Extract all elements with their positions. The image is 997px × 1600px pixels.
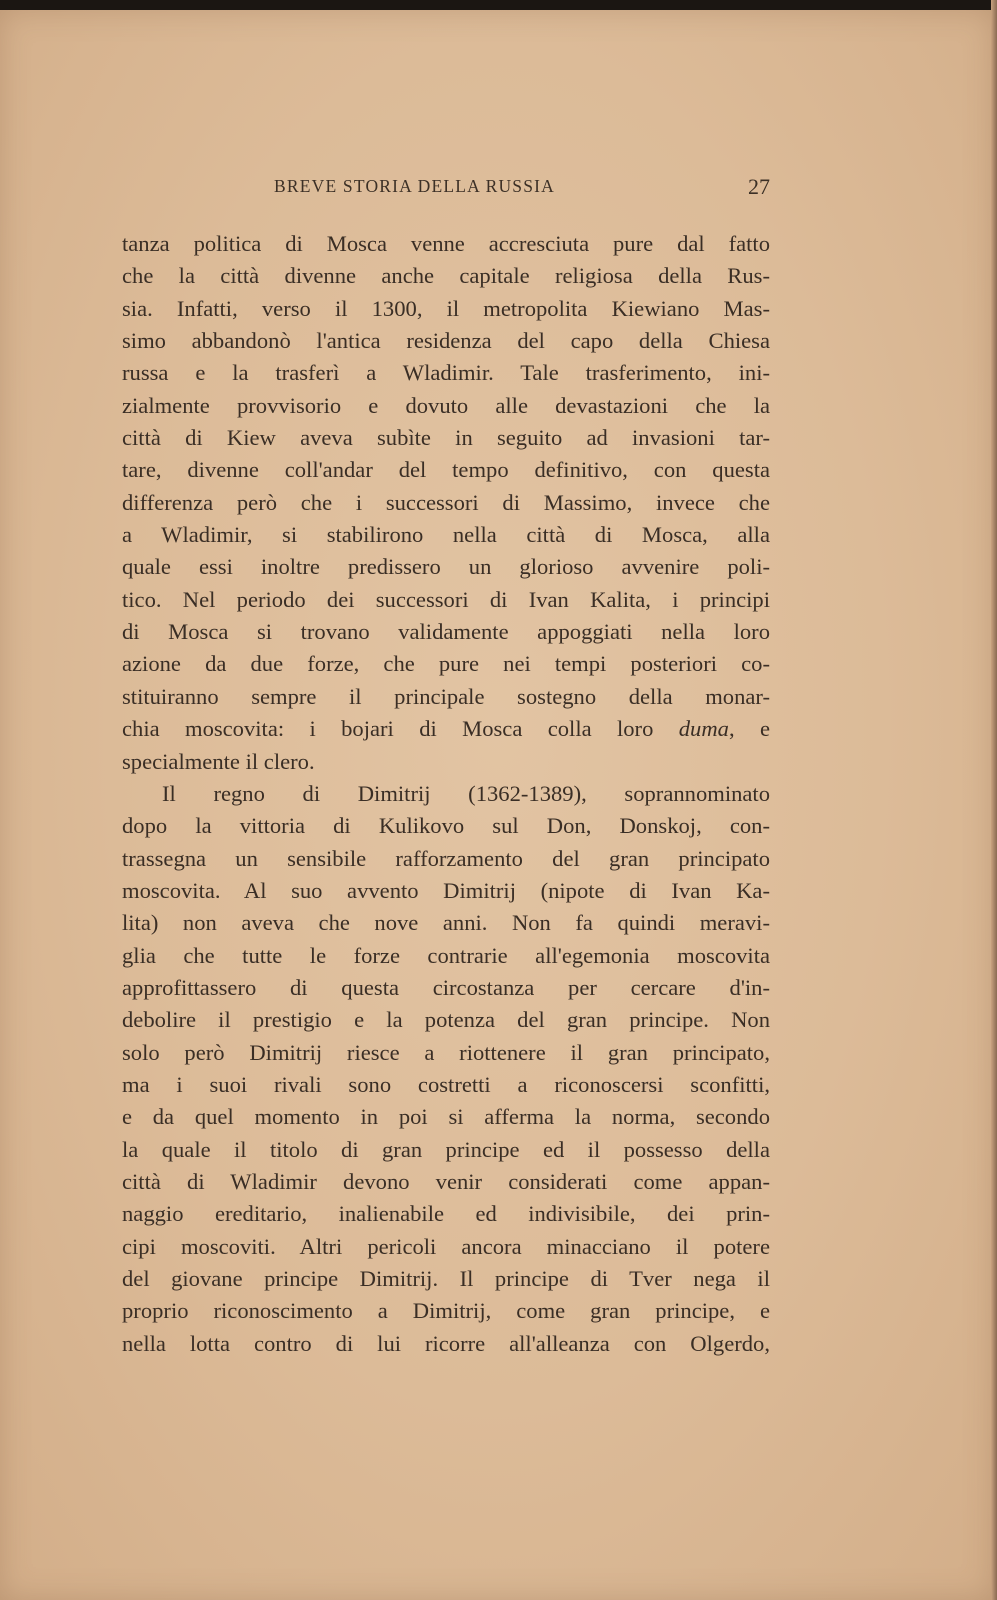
text-line: tanza politica di Mosca venne accresciuta pure dal fatto — [122, 231, 770, 256]
text-line: glia che tutte le forze contrarie all'egemonia moscovita — [122, 942, 770, 968]
text-line — [122, 713, 770, 745]
paragraph-end-line: specialmente il clero. — [122, 748, 315, 774]
text-line: di Mosca si trovano validamente appoggiati nella loro — [122, 619, 770, 645]
text-line: differenza però che i successori di Massimo, invece che — [122, 489, 770, 515]
text-line: del giovane principe Dimitrij. Il principe di Tver nega il — [122, 1266, 770, 1291]
text-line: tare, divenne coll'andar del tempo definitivo, con questa — [122, 457, 770, 483]
text-line: stituiranno sempre il principale sostegno della monar- — [122, 683, 770, 709]
text-line: approfittassero di questa circostanza per cercare d'in- — [122, 974, 770, 1000]
text-line: quale essi inoltre predissero un glorioso avvenire poli- — [122, 554, 770, 580]
text-line: proprio riconoscimento a Dimitrij, come gran principe, e — [122, 1298, 770, 1324]
text-line: ma i suoi rivali sono costretti a riconoscersi sconfitti, — [122, 1071, 770, 1097]
text-line: simo abbandonò l'antica residenza del capo della Chiesa — [122, 328, 770, 354]
text-line: tico. Nel periodo dei successori di Ivan Kalita, i principi — [122, 586, 770, 612]
text-line: città di Kiew aveva subìte in seguito ad invasioni tar- — [122, 425, 770, 451]
text-line: dopo la vittoria di Kulikovo sul Don, Donskoj, con- — [122, 813, 770, 839]
text-line: sia. Infatti, verso il 1300, il metropolita Kiewiano Mas- — [122, 295, 770, 321]
body-text — [122, 228, 770, 1360]
text-line: trassegna un sensibile rafforzamento del gran principato — [122, 845, 770, 871]
text-line: cipi moscoviti. Altri pericoli ancora minacciano il potere — [122, 1233, 770, 1259]
text-line: azione da due forze, che pure nei tempi posteriori co- — [122, 651, 770, 677]
text-line: debolire il prestigio e la potenza del gran principe. Non — [122, 1007, 770, 1033]
text-line: zialmente provvisorio e dovuto alle devastazioni che la — [122, 392, 770, 418]
text-line: russa e la trasferì a Wladimir. Tale trasferimento, ini- — [122, 360, 770, 386]
page-header — [122, 176, 770, 206]
text-line: città di Wladimir devono venir considerati come appan- — [122, 1168, 770, 1194]
text-line: e da quel momento in poi si afferma la norma, secondo — [122, 1104, 770, 1130]
text-line: la quale il titolo di gran principe ed il possesso della — [122, 1136, 770, 1162]
text-line: naggio ereditario, inalienabile ed indivisibile, dei prin- — [122, 1201, 770, 1227]
text-line: a Wladimir, si stabilirono nella città di Mosca, alla — [122, 522, 770, 548]
running-title: BREVE STORIA DELLA RUSSIA — [274, 176, 556, 196]
page-number: 27 — [748, 174, 770, 199]
text-line: che la città divenne anche capitale religiosa della Rus- — [122, 263, 770, 289]
paragraph-start-line: Il regno di Dimitrij (1362-1389), soprannominato — [162, 780, 770, 806]
text-line: solo però Dimitrij riesce a riottenere il gran principato, — [122, 1039, 770, 1065]
text-line: nella lotta contro di lui ricorre all'alleanza con Olgerdo, — [122, 1330, 770, 1356]
text-line: lita) non aveva che nove anni. Non fa quindi meravi- — [122, 910, 770, 936]
text-segment: chia moscovita: i bojari di Mosca colla loro — [122, 716, 679, 742]
page-edge — [991, 0, 997, 1600]
italic-term: duma — [678, 716, 729, 742]
text-segment: , e — [728, 716, 770, 742]
book-page — [0, 10, 994, 1600]
text-line: moscovita. Al suo avvento Dimitrij (nipote di Ivan Ka- — [122, 877, 770, 903]
